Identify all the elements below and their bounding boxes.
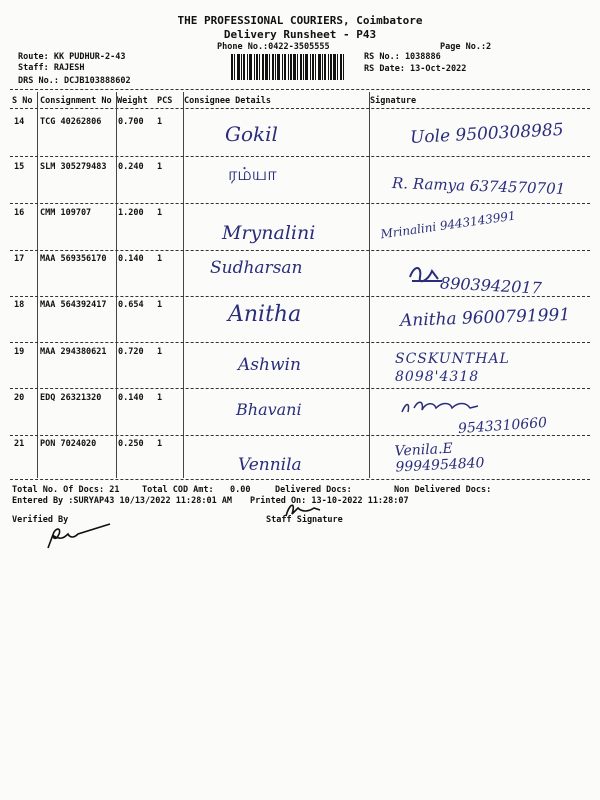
row-consignment: MAA 569356170 [40,254,107,264]
row-pcs: 1 [157,300,163,310]
delivered-docs: Delivered Docs: [275,485,352,495]
col-signature: Signature [370,96,417,106]
consignee-handwriting: Gokil [225,122,278,146]
phone-number: Phone No.:0422-3505555 [217,42,330,52]
non-delivered-docs: Non Delivered Docs: [394,485,492,495]
header-bottom-rule [10,108,590,109]
signature-scribble-icon [408,263,444,287]
row-weight: 0.654 [118,300,144,310]
rs-number: RS No.: 1038886 [364,52,441,62]
row-weight: 0.140 [118,393,144,403]
row-sno: 18 [14,300,25,310]
signature-handwriting: R. Ramya 6374570701 [391,173,566,199]
company-title: THE PROFESSIONAL COURIERS, Coimbatore [177,14,423,27]
row-consignment: SLM 305279483 [40,162,107,172]
entered-by: Entered By :SURYAP43 10/13/2022 11:28:01 AM [12,496,233,506]
row-sno: 17 [14,254,25,264]
row-pcs: 1 [157,162,163,172]
column-divider [37,92,38,478]
row-consignment: EDQ 26321320 [40,393,102,403]
row-sno: 14 [14,117,25,127]
total-cod-label: Total COD Amt: [142,485,214,495]
col-consignee: Consignee Details [184,96,271,106]
verifier-signature-icon [44,522,114,552]
rs-date: RS Date: 13-Oct-2022 [364,64,467,74]
row-weight: 0.720 [118,347,144,357]
row-weight: 0.700 [118,117,144,127]
route: Route: KK PUDHUR-2-43 [18,52,126,62]
staff-signature-icon [282,502,322,518]
col-weight: Weight [117,96,148,106]
consignee-handwriting: Anitha [228,302,302,327]
row-weight: 1.200 [118,208,144,218]
total-docs: Total No. Of Docs: 21 [12,485,120,495]
signature-handwriting: Anitha 9600791991 [399,305,571,331]
row-pcs: 1 [157,347,163,357]
consignee-handwriting: Sudharsan [210,258,303,278]
row-rule [10,342,590,343]
staff-signature-label: Staff Signature [266,515,343,525]
row-rule [10,296,590,297]
row-sno: 15 [14,162,25,172]
row-pcs: 1 [157,393,163,403]
row-pcs: 1 [157,254,163,264]
signature-handwriting: 8903942017 [439,273,543,298]
row-consignment: CMM 109707 [40,208,92,218]
printed-on: Printed On: 13-10-2022 11:28:07 [250,496,409,506]
row-rule [10,203,590,204]
signature-handwriting: SCSKUNTHAL 8098'4318 [395,351,510,385]
row-pcs: 1 [157,208,163,218]
total-cod-value: 0.00 [230,485,251,495]
column-divider [116,92,117,478]
signature-handwriting: Uole 9500308985 [409,119,565,149]
drs-number: DRS No.: DCJB103888602 [18,76,131,86]
signature-handwriting: Mrinalini 9443143991 [379,208,517,242]
row-rule [10,250,590,251]
row-pcs: 1 [157,439,163,449]
col-consignment: Consignment No [40,96,112,106]
page-number: Page No.:2 [440,42,492,52]
verified-by-label: Verified By [12,515,69,525]
staff-name: Staff: RAJESH [18,63,85,73]
consignee-handwriting: Ashwin [238,355,301,375]
row-pcs: 1 [157,117,163,127]
consignee-handwriting: Bhavani [236,400,302,419]
column-divider [183,92,184,478]
row-rule [10,435,590,436]
signature-handwriting: Venila.E 9994954840 [394,440,485,476]
row-consignment: MAA 564392417 [40,300,107,310]
document-title: Delivery Runsheet - P43 [223,28,377,41]
consignee-handwriting: ரம்யா [228,164,277,185]
row-sno: 19 [14,347,25,357]
row-consignment: PON 7024020 [40,439,97,449]
column-divider [369,92,370,478]
row-consignment: TCG 40262806 [40,117,102,127]
row-consignment: MAA 294380621 [40,347,107,357]
header-top-rule [10,89,590,90]
barcode [231,54,356,80]
consignee-handwriting: Vennila [238,455,302,475]
signature-scribble-icon [400,398,480,418]
row-weight: 0.240 [118,162,144,172]
signature-handwriting: 9543310660 [457,414,548,438]
row-sno: 20 [14,393,25,403]
col-pcs: PCS [157,96,173,106]
row-sno: 21 [14,439,25,449]
table-bottom-rule [10,479,590,480]
row-rule [10,388,590,389]
row-rule [10,156,590,157]
row-sno: 16 [14,208,25,218]
consignee-handwriting: Mrynalini [222,222,316,244]
row-weight: 0.250 [118,439,144,449]
col-sno: S No [12,96,33,106]
row-weight: 0.140 [118,254,144,264]
